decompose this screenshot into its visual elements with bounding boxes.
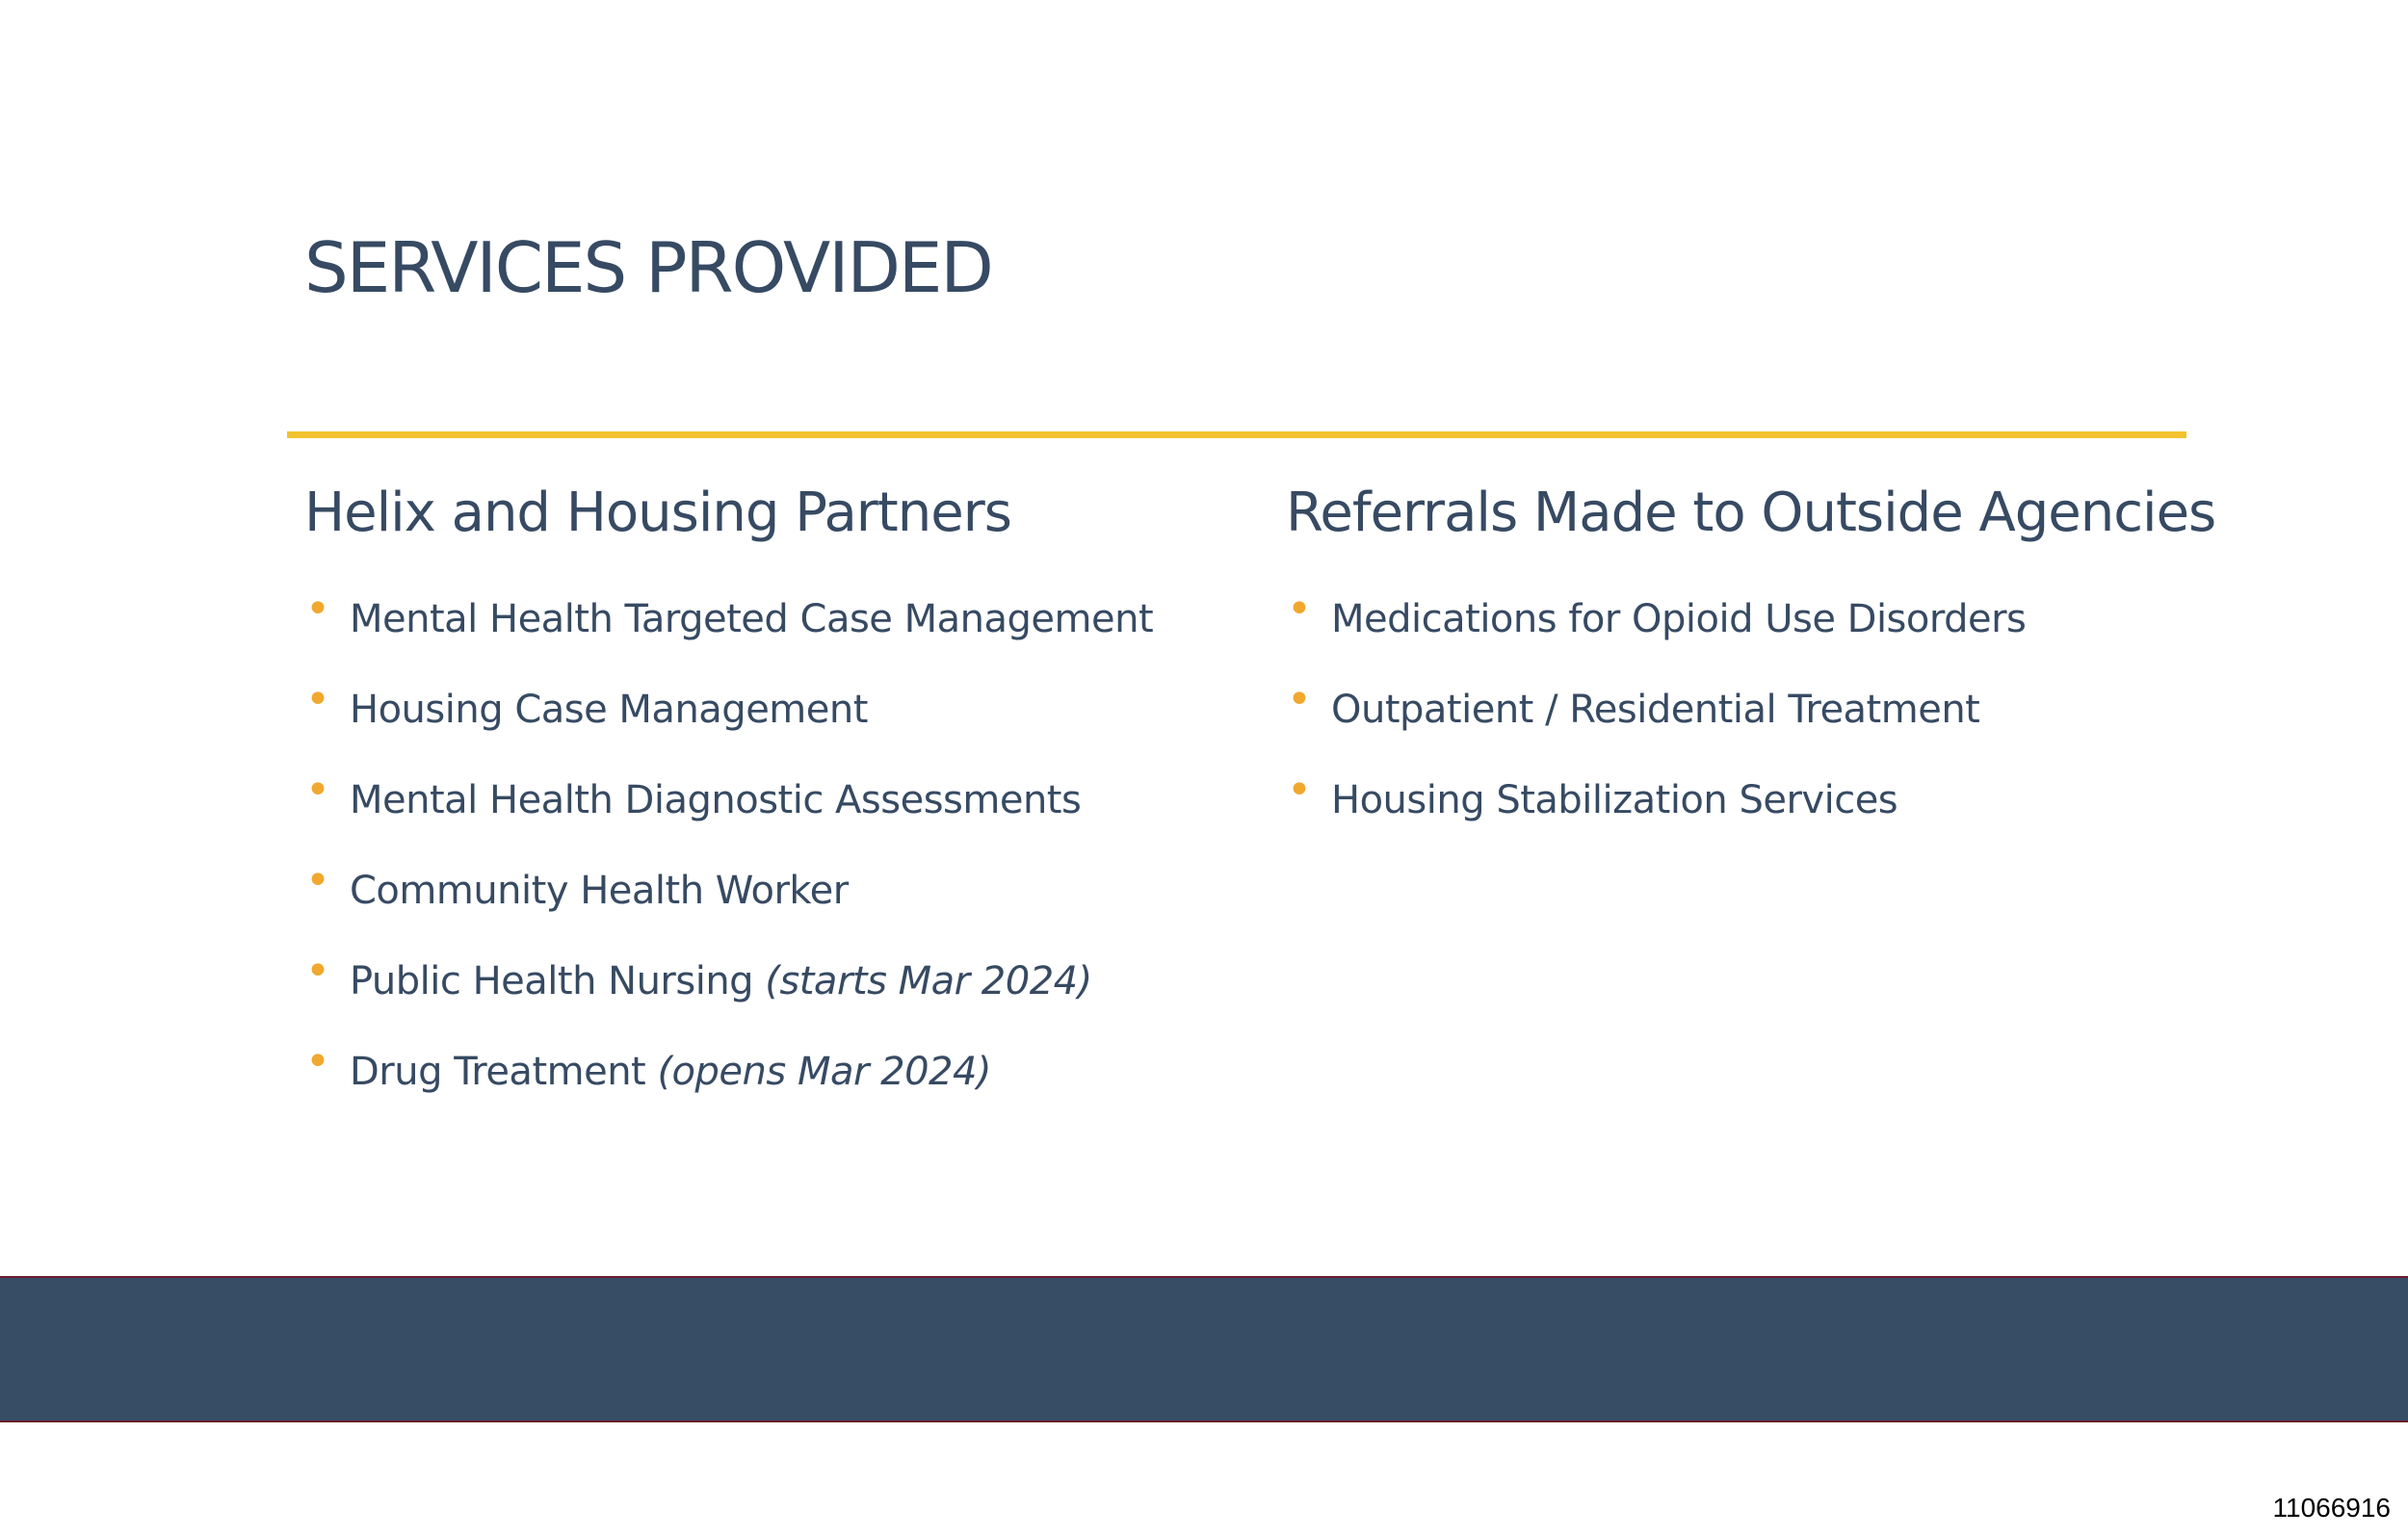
list-item-label: Drug Treatment xyxy=(350,1050,658,1094)
list-item-text xyxy=(350,688,868,732)
right-column xyxy=(1286,482,2216,822)
list-item-text xyxy=(1331,688,1980,732)
list-item-text xyxy=(350,869,849,913)
list-item-text xyxy=(1331,778,1898,822)
bullet-icon: • xyxy=(305,766,330,815)
list-item-text xyxy=(1331,597,2027,641)
list-item-note: (starts Mar 2024) xyxy=(765,959,1092,1003)
list-item-text xyxy=(350,1050,992,1094)
document-id: 11066916 xyxy=(2272,1493,2391,1523)
accent-divider xyxy=(287,431,2186,438)
bullet-icon: • xyxy=(1287,766,1312,815)
left-column-heading: Helix and Housing Partners xyxy=(304,482,1011,544)
bullet-icon: • xyxy=(1287,675,1312,724)
list-item-note: (opens Mar 2024) xyxy=(657,1050,992,1094)
list-item-text xyxy=(350,959,1092,1003)
left-column xyxy=(304,482,1258,1094)
list-item-label: Outpatient / Residential Treatment xyxy=(1331,688,1980,732)
list-item-text xyxy=(350,778,1082,822)
bullet-icon: • xyxy=(305,585,330,634)
list-item-label: Community Health Worker xyxy=(350,869,849,913)
list-item-label: Medications for Opioid Use Disorders xyxy=(1331,597,2027,641)
list-item-text xyxy=(350,597,1154,641)
footer-band xyxy=(0,1276,2408,1422)
bullet-icon: • xyxy=(305,1037,330,1086)
bullet-icon: • xyxy=(1287,585,1312,634)
right-column-heading: Referrals Made to Outside Agencies xyxy=(1286,482,2216,544)
slide-title: SERVICES PROVIDED xyxy=(304,227,992,308)
bullet-icon: • xyxy=(305,856,330,905)
bullet-icon: • xyxy=(305,947,330,996)
list-item-label: Housing Case Management xyxy=(350,688,868,732)
list-item-label: Public Health Nursing xyxy=(350,959,766,1003)
list-item-label: Mental Health Targeted Case Management xyxy=(350,597,1154,641)
bullet-icon: • xyxy=(305,675,330,724)
list-item-label: Mental Health Diagnostic Assessments xyxy=(350,778,1082,822)
list-item-label: Housing Stabilization Services xyxy=(1331,778,1898,822)
